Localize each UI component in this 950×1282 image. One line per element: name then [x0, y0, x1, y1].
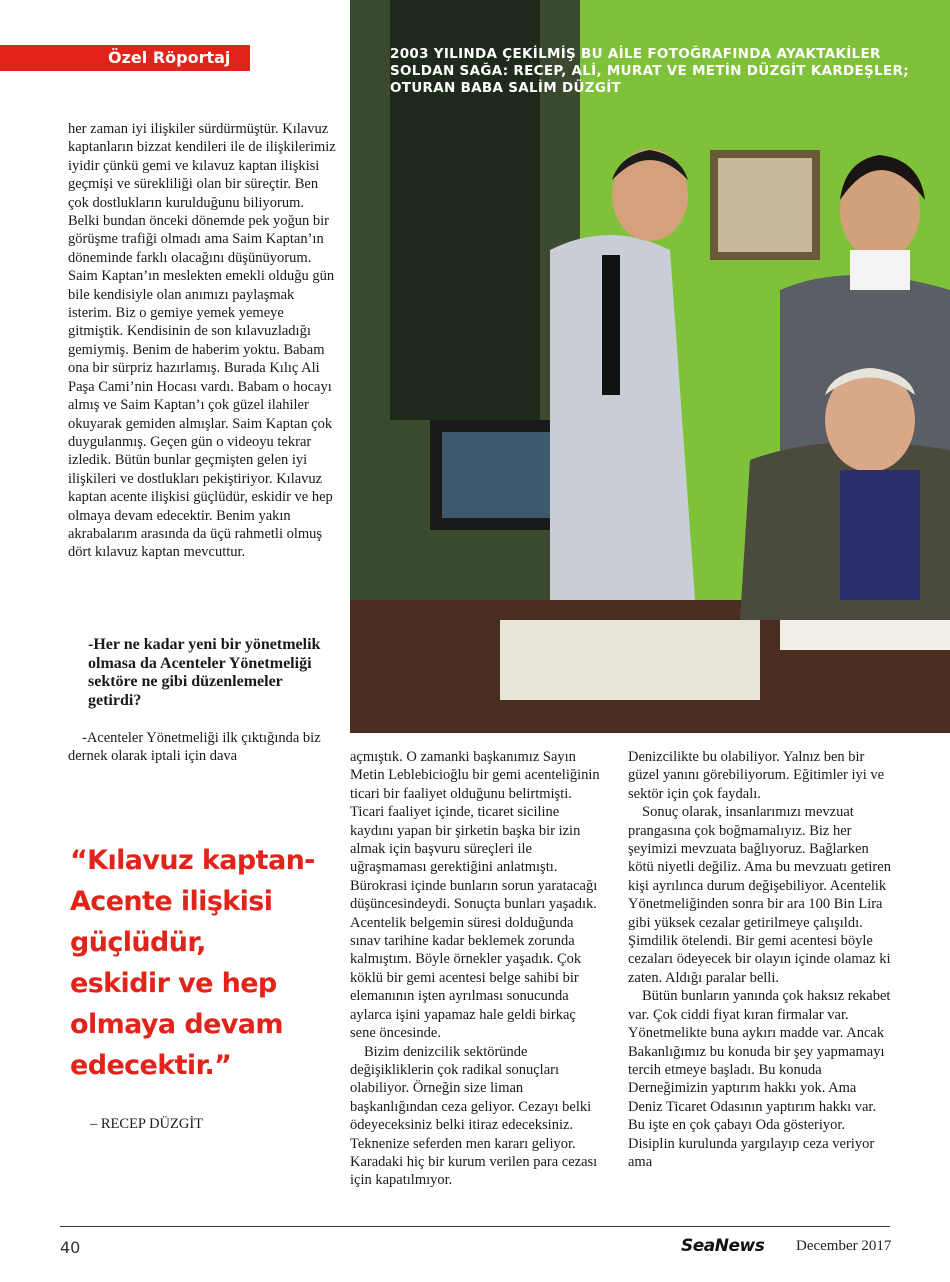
pull-quote-line: eskidir ve hep: [70, 968, 277, 999]
pull-quote-attribution: – RECEP DÜZGİT: [90, 1116, 204, 1132]
caption-line: OTURAN BABA SALİM DÜZGİT: [390, 80, 622, 96]
issue-date: December 2017: [796, 1238, 892, 1254]
family-photo: [350, 0, 950, 733]
caption-line: SOLDAN SAĞA: RECEP, ALİ, MURAT VE METİN DÜZGİT KARDEŞLER;: [390, 63, 909, 79]
page-number: 40: [60, 1238, 81, 1257]
interview-question: -Her ne kadar yeni bir yönetmelik olmasa da Acenteler Yönetmeliği sektöre ne gibi düzenlemeler getirdi?: [88, 636, 321, 709]
body-paragraph: Sonuç olarak, insanlarımızı mevzuat prangasına çok boğmamalıyız. Biz her şeyimizi mevzuata bağlıyoruz. Bağlarken kötü niyetli değiliz. Ama bu mevzuatı getiren kişi ayrılınca durum değişebiliyor. Acentelik Yönetmeliğinden sonra bir ara 100 Bin Lira gibi yüksek cezalar getirilmeye çalışıldı. Şimdilik ötelendi. Bir gemi acentesi böyle cezaları ödeyecek bir olayın içinde olamaz ki zaten. Aldığı paralar belli.: [628, 804, 891, 986]
section-label: Özel Röportaj: [108, 48, 231, 67]
family-photo-illustration: [350, 0, 950, 733]
article-column-3: [628, 748, 892, 1171]
pull-quote-line: güçlüdür,: [70, 927, 206, 958]
pull-quote-line: edecektir.”: [70, 1050, 232, 1081]
footer-divider: [60, 1226, 890, 1227]
article-column-2: [350, 748, 605, 1190]
magazine-logo: SeaNews: [681, 1236, 765, 1256]
body-paragraph: Bizim denizcilik sektöründe değişikliklerin çok radikal sonuçları olabiliyor. Örneğin size liman başkanlığından ceza geliyor. Cezayı belki ödeyeceksiniz belki itiraz edeceksiniz. Teknenize seferden men kararı geliyor. Karadaki hiç bir kurum verilen para cezası için kapatılmıyor.: [350, 1043, 598, 1189]
pull-quote: [70, 840, 340, 1086]
body-paragraph: Bütün bunların yanında çok haksız rekabet var. Çok ciddi fiyat kıran firmalar var. Yönetmelikte buna aykırı madde var. Ancak Bakanlığımız bu konuda bir şey yapmamayı tercih etmeye başladı. Bu konuda Derneğimizin yaptırım hakkı yok. Ama Deniz Ticaret Odasının yaptırım hakkı var. Bu işte en çok çabayı Oda gösteriyor. Disiplin kurulunda yargılayıp ceza veriyor ama: [628, 988, 891, 1170]
pull-quote-line: “Kılavuz kaptan-: [70, 845, 315, 876]
caption-line: 2003 YILINDA ÇEKİLMİŞ BU AİLE FOTOĞRAFINDA AYAKTAKİLER: [390, 46, 881, 62]
pull-quote-line: Acente ilişkisi: [70, 886, 273, 917]
section-tag: [0, 45, 250, 71]
body-paragraph: Denizcilikte bu olabiliyor. Yalnız ben bir güzel yanını görebiliyorum. Eğitimler iyi ve sektör için çok faydalı.: [628, 749, 885, 802]
body-paragraph: -Acenteler Yönetmeliği ilk çıktığında biz dernek olarak iptali için dava: [68, 730, 321, 765]
body-paragraph: açmıştık. O zamanki başkanımız Sayın Metin Leblebicioğlu bir gemi acenteliğinin ticari bir faaliyet olduğunu belirtmişti. Ticari faaliyet içinde, ticaret siciline kaydını yapan bir şirketin başka bir izin almak için başvuru süreçleri ile uğraşmaması gerektiğini anlatmıştı. Bürokrasi içinde bunların sorun yaratacağı düşüncesindeydi. Sonuçta bunları yaşadık. Acentelik belgemin süresi dolduğunda sınav tarihine kadar beklemek zorunda kalmıştım. Böyle örnekler yaşadık. Çok köklü bir gemi acentesi belge sahibi bir elemanının işten ayrılması sonucunda aylarca işini yapamaz hale geldi birkaç sene öncesinde.: [350, 749, 600, 1042]
pull-quote-line: olmaya devam: [70, 1009, 283, 1040]
article-column-1: [68, 120, 336, 562]
interview-answer-start: [68, 729, 336, 766]
photo-caption: [390, 46, 930, 97]
body-paragraph: her zaman iyi ilişkiler sürdürmüştür. Kılavuz kaptanların bizzat kendileri ile de ilişkilerimiz iyidir çünkü gemi ve kılavuz kaptan ilişkisi geçmişi ve sürekliliği olan bir süreçtir. Ben çok dostlukların kurulduğunu biliyorum. Belki bundan önceki dönemde pek yoğun bir görüşme trafiği olmadı ama Saim Kaptan’ın döneminde farklı olacağını düşünüyorum. Saim Kaptan’ın meslekten emekli olduğu gün bile kendisiyle olan anımızı paylaşmak isterim. Biz o gemiye yemek yemeye gitmiştik. Kendisinin de son kılavuzladığı gemiymiş. Benim de haberim yoktu. Babam ona bir sürpriz hazırlamış. Burada Kılıç Ali Paşa Cami’nin Hocası vardı. Babam o hocayı almış ve Saim Kaptan’ı çok güzel ilahiler okuyarak gemiden almışlar. Saim Kaptan çok duygulanmış. Geçen gün o videoyu tekrar izledik. Bütün bunlar geçmişten gelen iyi ilişkileri ve dostlukları pekiştiriyor. Kılavuz kaptan acente ilişkisi güçlüdür, eskidir ve hep olmaya devam edecektir. Benim yakın akrabalarım arasında da üçü rahmetli olmuş dört kılavuz kaptan mevcuttur.: [68, 121, 336, 561]
